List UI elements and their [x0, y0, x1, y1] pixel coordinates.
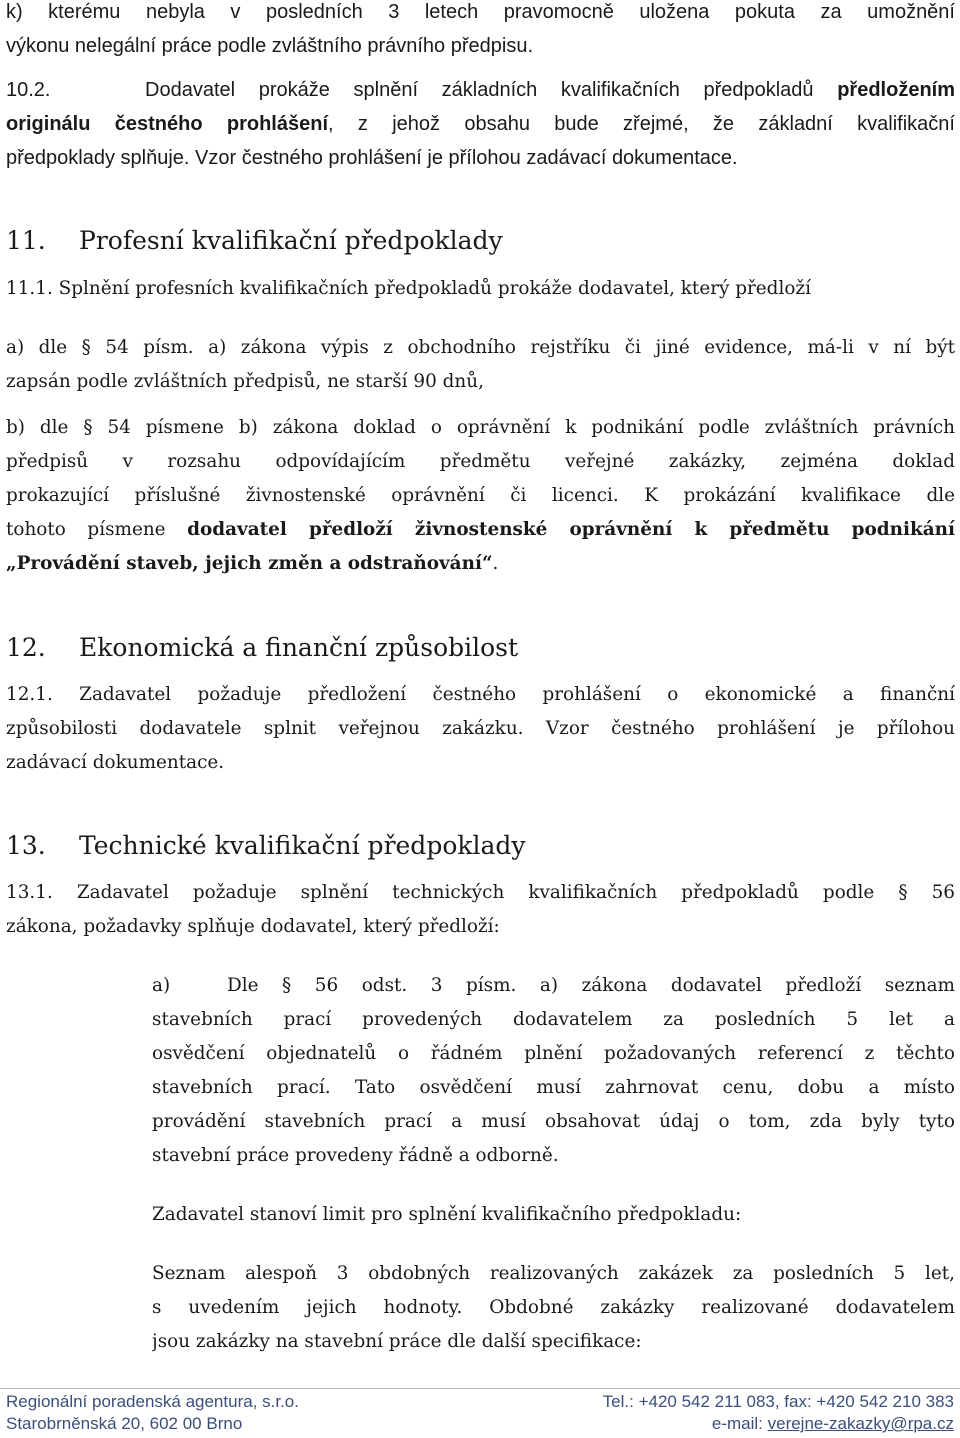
paragraph-number: 10.2. [6, 79, 51, 101]
point-k-line1: k) kterému nebyla v posledních 3 letech pravomocně uložena pokuta za umožnění [6, 1, 955, 23]
list-label-a [152, 969, 222, 1003]
text-line: provádění stavebních prací a musí obsahovat údaj o tom, zda byly tyto [152, 1111, 955, 1132]
section-number: 13. [6, 831, 46, 860]
section-number: 11. [6, 226, 46, 255]
paragraph-10-2-line1 [6, 73, 955, 107]
text-line: prokazující příslušné živnostenské oprávnění či licenci. K prokázání kvalifikace dle [6, 485, 955, 506]
footer-phone: Tel.: +420 542 211 083, fax: +420 542 210 383 [602, 1392, 954, 1411]
text-line: jsou zakázky na stavební práce dle další specifikace: [152, 1331, 642, 1352]
text-line: stavební práce provedeny řádně a odborně. [152, 1145, 559, 1166]
text-span: předpoklady splňuje. Vzor čestného prohlášení je přílohou zadávací dokumentace. [6, 147, 738, 169]
bold-span: dodavatel předloží živnostenské oprávnění k předmětu podnikání [187, 519, 955, 540]
text-span: . [492, 553, 499, 574]
paragraph-11-b [6, 411, 955, 581]
bold-span: originálu čestného prohlášení [6, 113, 329, 135]
text-line: Seznam alespoň 3 obdobných realizovaných zakázek za posledních 5 let, [152, 1263, 955, 1284]
limit-paragraph [152, 1198, 955, 1232]
page-footer [0, 1388, 960, 1438]
text-line: a) [152, 975, 171, 996]
bold-span: předložením [837, 79, 955, 101]
paragraph-10-2-line3 [6, 141, 955, 175]
section-title: Ekonomická a finanční způsobilost [79, 633, 519, 662]
footer-address: Starobrněnská 20, 602 00 Brno [6, 1414, 243, 1433]
text-line [6, 547, 955, 581]
text-span: Dodavatel prokáže splnění základních kvalifikačních předpokladů [145, 79, 838, 101]
text-line: stavebních prací provedených dodavatelem za posledních 5 let a [152, 1009, 955, 1030]
text-span: , z jehož obsahu bude zřejmé, že základní kvalifikační [328, 113, 955, 135]
paragraph-11-1 [6, 272, 955, 306]
paragraph-11-a [6, 331, 955, 399]
section-number: 12. [6, 633, 46, 662]
text-line [6, 513, 955, 547]
footer-email-label: e-mail: [711, 1414, 768, 1433]
text-line [6, 29, 955, 63]
bold-span: „Provádění staveb, jejich změn a odstraňování“ [6, 553, 493, 574]
footer-company: Regionální poradenská agentura, s.r.o. [6, 1392, 299, 1411]
paragraph-13-1 [6, 876, 955, 944]
text-line: Zadavatel stanoví limit pro splnění kvalifikačního předpokladu: [152, 1204, 742, 1225]
text-line: s uvedením jejich hodnoty. Obdobné zakázky realizované dodavatelem [152, 1297, 955, 1318]
text-line: stavebních prací. Tato osvědčení musí zahrnovat cenu, dobu a místo [152, 1077, 955, 1098]
paragraph-12-1 [6, 678, 955, 780]
text-line: 12.1. Zadavatel požaduje předložení čestného prohlášení o ekonomické a finanční [6, 684, 955, 705]
text-line: 11.1. Splnění profesních kvalifikačních předpokladů prokáže dodavatel, který předloží [6, 278, 811, 299]
section-heading-11 [6, 226, 503, 255]
section-heading-13 [6, 831, 526, 860]
text-line: a) dle § 54 písm. a) zákona výpis z obchodního rejstříku či jiné evidence, má-li v ní být [6, 337, 955, 358]
footer-email-line [712, 1413, 954, 1435]
text-line [6, 0, 955, 29]
text-line: způsobilosti dodavatele splnit veřejnou zakázku. Vzor čestného prohlášení je přílohou [6, 718, 955, 739]
text-line: předpisů v rozsahu odpovídajícím předmětu veřejné zakázky, zejména doklad [6, 451, 955, 472]
text-line: zákona, požadavky splňuje dodavatel, který předloží: [6, 916, 500, 937]
section-title: Profesní kvalifikační předpoklady [79, 226, 503, 255]
footer-divider [0, 1388, 960, 1389]
section-title: Technické kvalifikační předpoklady [79, 831, 526, 860]
text-span: tohoto písmene [6, 519, 188, 540]
list-paragraph [152, 1257, 955, 1359]
footer-email-link[interactable]: verejne-zakazky@rpa.cz [767, 1414, 954, 1433]
paragraph-13-a-line1 [227, 969, 955, 1003]
text-line: zapsán podle zvláštních předpisů, ne starší 90 dnů, [6, 371, 484, 392]
point-k-line2: výkonu nelegální práce podle zvláštního právního předpisu. [6, 35, 534, 57]
text-line: Dle § 56 odst. 3 písm. a) zákona dodavatel předloží seznam [227, 975, 955, 996]
text-line: b) dle § 54 písmene b) zákona doklad o oprávnění k podnikání podle zvláštních právních [6, 417, 955, 438]
text-line: 13.1. Zadavatel požaduje splnění technických kvalifikačních předpokladů podle § 56 [6, 882, 955, 903]
paragraph-10-2-line2 [6, 107, 955, 141]
paragraph-13-a [152, 1003, 955, 1173]
text-line: zadávací dokumentace. [6, 752, 225, 773]
section-heading-12 [6, 633, 518, 662]
text-line: osvědčení objednatelů o řádném plnění požadovaných referencí z těchto [152, 1043, 955, 1064]
